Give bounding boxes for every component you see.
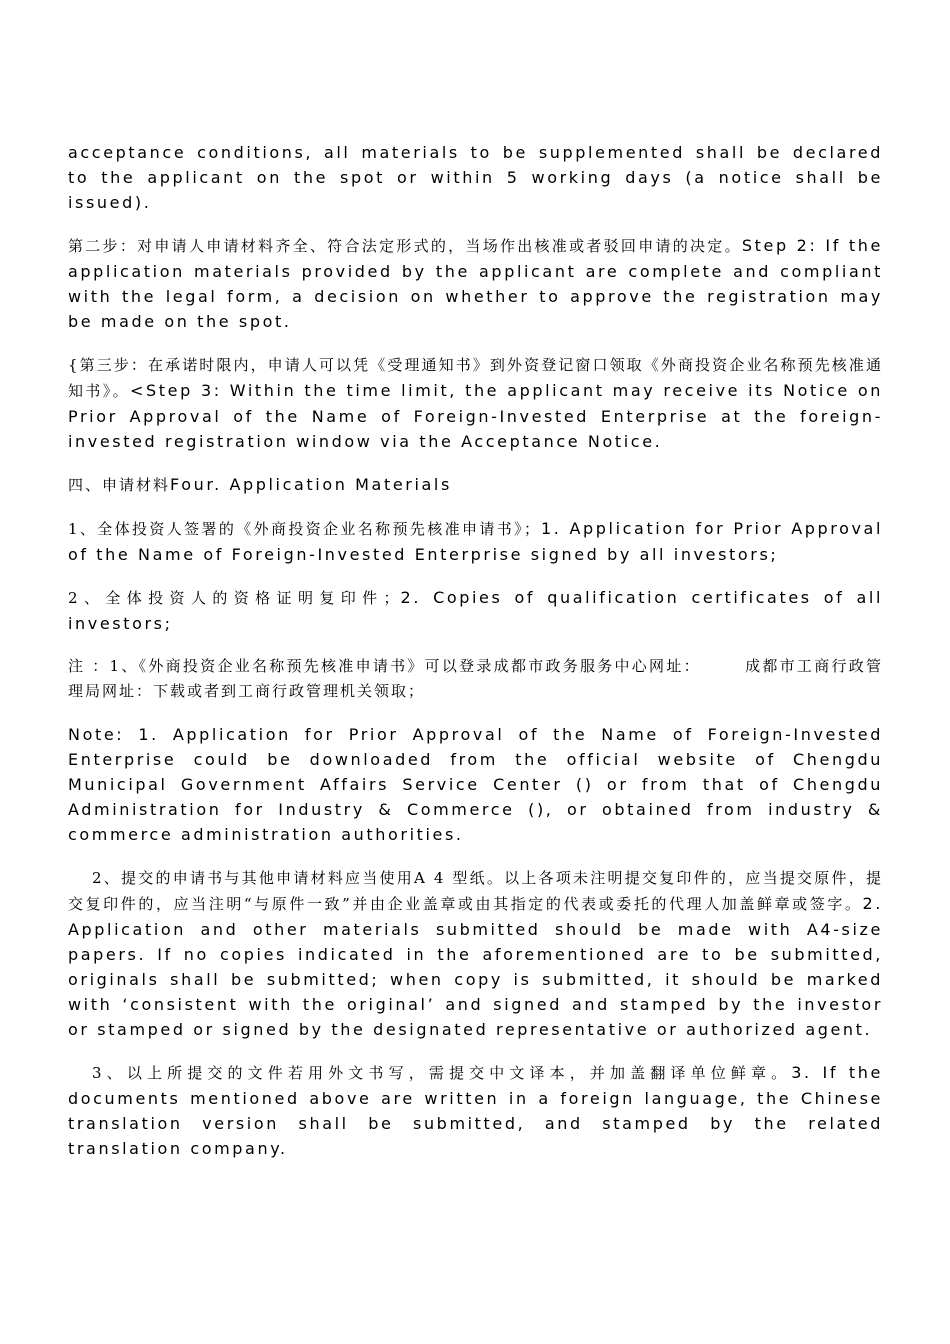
note-3-chinese: 3、以上所提交的文件若用外文书写，需提交中文译本，并加盖翻译单位鲜章。: [92, 1064, 792, 1082]
list-item-2: [68, 585, 883, 636]
note-chinese: 注 ：1、《外商投资企业名称预先核准申请书》可以登录成都市政务服务中心网址： 成都市工商行政管理局网址：下载或者到工商行政管理机关领取；: [68, 657, 883, 700]
step-3-english: <Step 3: Within the time limit, the applicant may receive its Notice on Prior Approval of the Name of Foreign-Invested Enterprise at the foreign-invested registration window via the Acceptance Notice.: [68, 381, 883, 451]
step-3-chinese: {第三步：在承诺时限内，申请人可以凭《受理通知书》到外资登记窗口领取《外商投资企业名称预先核准通知书》。: [68, 356, 883, 400]
item-1-chinese: 1、全体投资人签署的《外商投资企业名称预先核准申请书》；: [68, 520, 541, 538]
note-3-english: 3. If the documents mentioned above are written in a foreign language, the Chinese translation version shall be submitted, and stamped by the related translation company.: [68, 1063, 883, 1158]
document-page: [68, 140, 883, 1179]
paragraph-step-2: [68, 233, 883, 334]
note-2-english: 2. Application and other materials submitted should be made with A4-size papers. If no copies indicated in the aforementioned are to be submitted, originals shall be submitted; when copy is submitted, it should be marked with ‘consistent with the original’ and signed and stamped by the investor or stamped or signed by the designated representative or authorized agent.: [68, 894, 883, 1039]
paragraph-step-3: [68, 352, 883, 454]
item-1-english: 1. Application for Prior Approval of the Name of Foreign-Invested Enterprise signed by all investors;: [68, 519, 883, 564]
paragraph-acceptance-conditions: acceptance conditions, all materials to be supplemented shall be declared to the applicant on the spot or within 5 working days (a notice shall be issued).: [68, 143, 883, 212]
section-heading-application-materials: [68, 472, 883, 498]
note-2-chinese: 2、提交的申请书与其他申请材料应当使用A 4 型纸。以上各项未注明提交复印件的，应当提交原件，提交复印件的，应当注明“与原件一致”并由企业盖章或由其指定的代表或委托的代理人加盖鲜章或签字。: [68, 869, 883, 913]
item-2-chinese: 2、全体投资人的资格证明复印件；: [68, 589, 401, 607]
list-item-1: [68, 516, 883, 567]
heading-chinese: 四、申请材料: [68, 476, 171, 494]
step-2-chinese: 第二步：对申请人申请材料齐全、符合法定形式的，当场作出核准或者驳回申请的决定。: [68, 237, 742, 255]
note-english: Note: 1. Application for Prior Approval of the Name of Foreign-Invested Enterprise could be downloaded from the official website of Chengdu Municipal Government Affairs Service Center () or from that of Chengdu Administration for Industry & Commerce (), or obtained from industry & commerce administration authorities.: [68, 725, 883, 844]
item-2-english: 2. Copies of qualification certificates of all investors;: [68, 588, 883, 633]
step-2-english: Step 2: If the application materials provided by the applicant are complete and compliant with the legal form, a decision on whether to approve the registration may be made on the spot.: [68, 236, 883, 331]
paragraph-note-2: [68, 865, 883, 1042]
heading-english: Four. Application Materials: [170, 475, 452, 494]
paragraph-note-3: [68, 1060, 883, 1161]
